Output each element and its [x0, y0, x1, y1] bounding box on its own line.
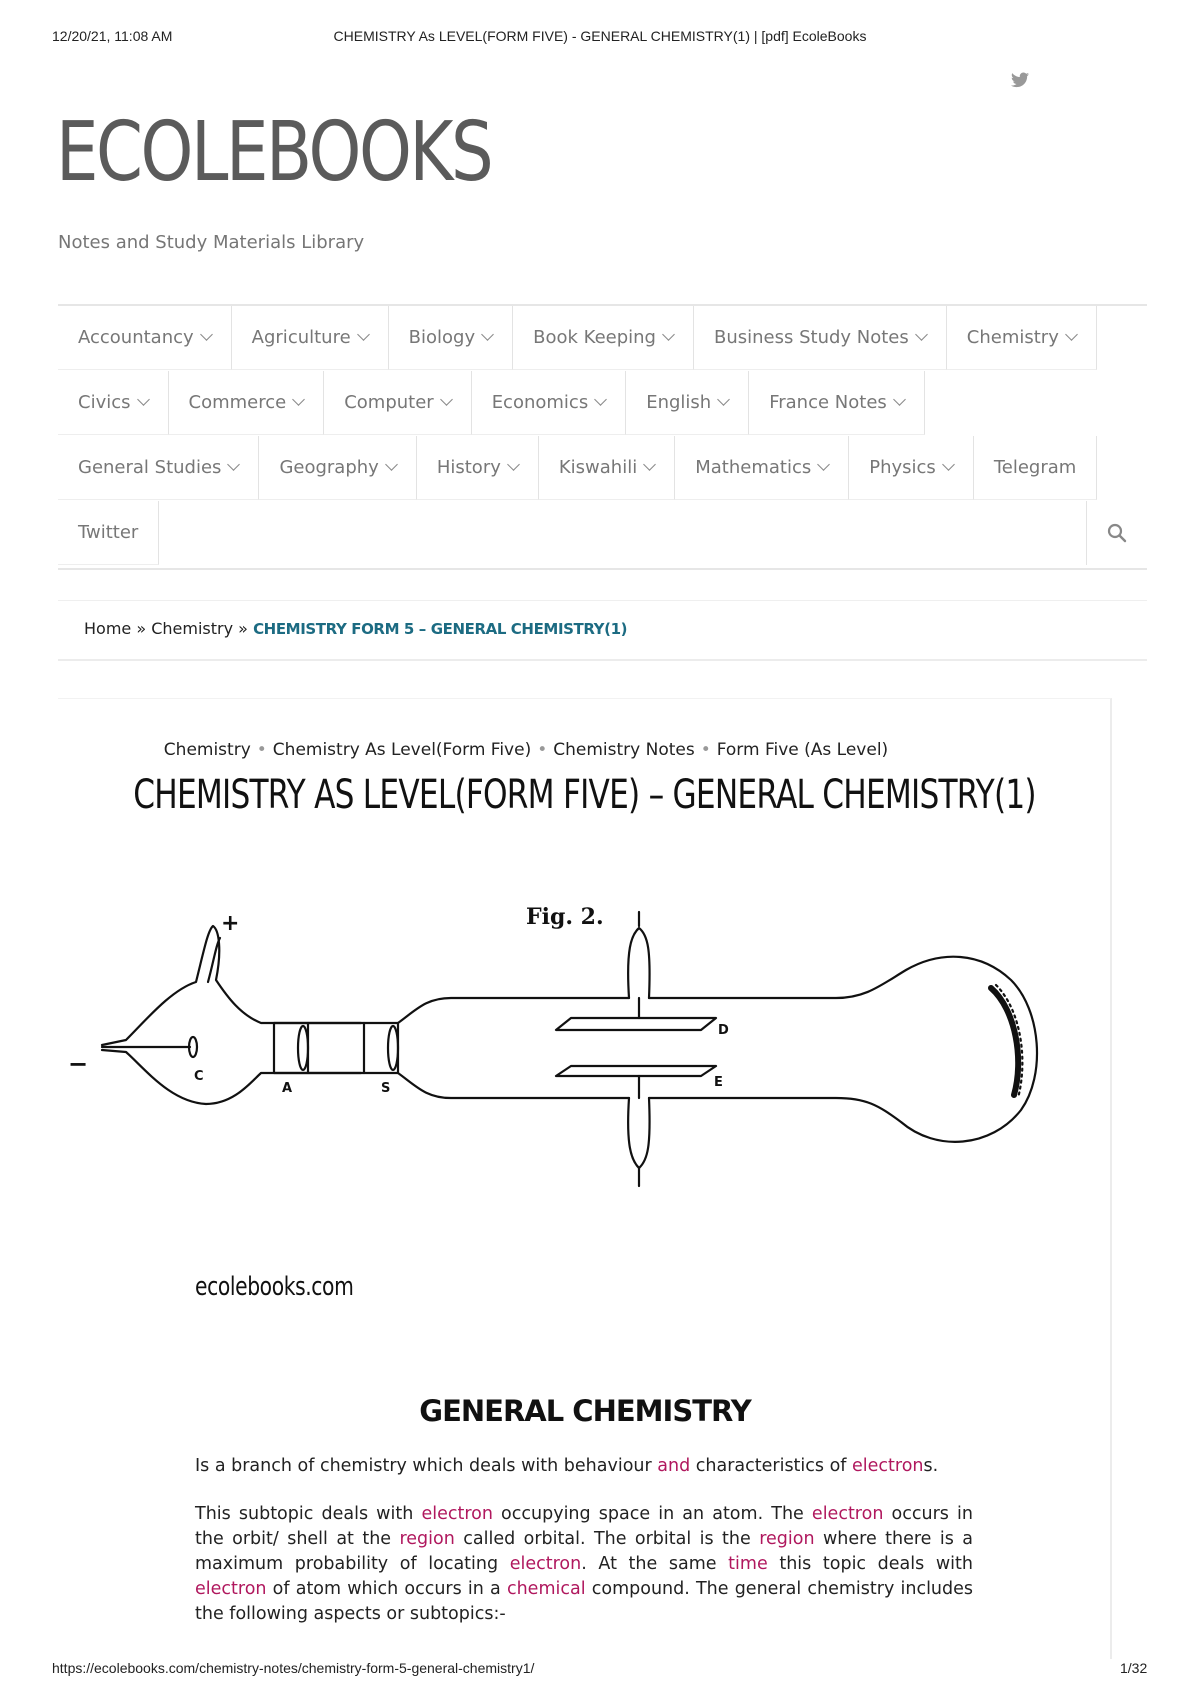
- nav-item-telegram[interactable]: [974, 436, 1097, 500]
- post-title: [0, 772, 1170, 818]
- nav-item-geography[interactable]: [259, 436, 416, 500]
- nav-item-accountancy[interactable]: [58, 306, 232, 370]
- inline-link[interactable]: chemical: [506, 1579, 586, 1599]
- paragraph-subtopic: [195, 1502, 973, 1627]
- print-page-number: 1/32: [1120, 1660, 1148, 1676]
- breadcrumb-current: CHEMISTRY FORM 5 – GENERAL CHEMISTRY(1): [253, 620, 628, 638]
- text-run: of atom which occurs in a: [266, 1579, 507, 1599]
- nav-item-biology[interactable]: [389, 306, 513, 370]
- site-logo[interactable]: ECOLEBOOKS: [56, 105, 492, 200]
- post-title-text: CHEMISTRY AS LEVEL(FORM FIVE) – GENERAL CHEMISTRY(1): [133, 772, 1037, 818]
- nav-item-label: France Notes: [769, 392, 887, 413]
- nav-item-mathematics[interactable]: [675, 436, 849, 500]
- chevron-down-icon: [137, 393, 150, 406]
- inline-link[interactable]: electron: [509, 1554, 582, 1574]
- nav-item-france-notes[interactable]: [749, 371, 925, 435]
- figure-caption: Fig. 2.: [526, 904, 604, 930]
- chevron-down-icon: [357, 328, 370, 341]
- inline-link[interactable]: electron: [421, 1504, 493, 1524]
- watermark-text: ecolebooks.com: [195, 1272, 354, 1302]
- paragraph-definition: [195, 1454, 973, 1479]
- cathode-ray-tube-figure: [66, 890, 1056, 1200]
- search-icon: [1107, 523, 1127, 543]
- nav-item-label: Biology: [408, 327, 476, 348]
- category-separator: •: [700, 740, 711, 760]
- chevron-down-icon: [643, 458, 656, 471]
- figure-label-c: C: [194, 1069, 204, 1084]
- figure-label-minus: −: [68, 1050, 89, 1078]
- nav-item-agriculture[interactable]: [232, 306, 389, 370]
- text-run: occupying space in an atom. The: [492, 1504, 812, 1524]
- nav-item-label: General Studies: [78, 457, 222, 478]
- inline-link[interactable]: region: [399, 1529, 455, 1549]
- nav-item-label: Accountancy: [78, 327, 194, 348]
- nav-item-label: Commerce: [188, 392, 287, 413]
- inline-link[interactable]: electron: [811, 1504, 884, 1524]
- chevron-down-icon: [717, 393, 730, 406]
- nav-item-label: Computer: [344, 392, 434, 413]
- figure-label-e: E: [714, 1075, 723, 1090]
- figure-label-a: A: [282, 1081, 293, 1096]
- inline-link[interactable]: electron: [852, 1456, 924, 1476]
- chevron-down-icon: [817, 458, 830, 471]
- category-link[interactable]: Chemistry Notes: [553, 740, 695, 760]
- breadcrumb-separator: »: [238, 619, 248, 638]
- nav-item-book-keeping[interactable]: [513, 306, 694, 370]
- chevron-down-icon: [1065, 328, 1078, 341]
- breadcrumb-parent[interactable]: Chemistry: [151, 619, 234, 638]
- nav-item-physics[interactable]: [849, 436, 974, 500]
- breadcrumb-home[interactable]: Home: [84, 619, 132, 638]
- breadcrumb-separator: »: [136, 619, 147, 638]
- search-button[interactable]: [1086, 501, 1147, 565]
- nav-item-label: Telegram: [993, 457, 1077, 478]
- text-run: where there is a maximum probability of locating: [195, 1529, 974, 1574]
- nav-item-chemistry[interactable]: [947, 306, 1097, 370]
- nav-row: [58, 501, 159, 565]
- category-link[interactable]: Chemistry: [163, 740, 251, 760]
- nav-item-english[interactable]: [626, 371, 749, 435]
- nav-item-label: Book Keeping: [533, 327, 656, 348]
- nav-item-label: Business Study Notes: [713, 327, 909, 348]
- chevron-down-icon: [481, 328, 494, 341]
- nav-item-history[interactable]: [417, 436, 539, 500]
- text-run: called orbital. The orbital is the: [454, 1529, 760, 1549]
- inline-link[interactable]: time: [728, 1554, 768, 1574]
- nav-item-label: History: [436, 457, 501, 478]
- chevron-down-icon: [915, 328, 928, 341]
- text-run: occurs in the orbit/ shell at the: [195, 1504, 973, 1549]
- nav-item-economics[interactable]: [472, 371, 627, 435]
- chevron-down-icon: [200, 328, 213, 341]
- nav-item-label: Physics: [869, 457, 936, 478]
- figure-label-s: S: [381, 1081, 391, 1096]
- nav-row: [58, 306, 1097, 370]
- chevron-down-icon: [507, 458, 520, 471]
- print-document-title: CHEMISTRY As LEVEL(FORM FIVE) - GENERAL CHEMISTRY(1) | [pdf] EcoleBooks: [333, 28, 867, 44]
- breadcrumb-bar: [58, 600, 1147, 661]
- post-categories: [0, 740, 1052, 760]
- nav-item-label: Geography: [279, 457, 379, 478]
- chevron-down-icon: [893, 393, 906, 406]
- section-heading: GENERAL CHEMISTRY: [419, 1394, 751, 1428]
- text-run: This subtopic deals with: [195, 1504, 422, 1524]
- inline-link[interactable]: region: [759, 1529, 815, 1549]
- category-link[interactable]: Form Five (As Level): [716, 740, 889, 760]
- figure-label-plus: +: [221, 911, 240, 936]
- nav-item-label: Agriculture: [251, 327, 351, 348]
- nav-item-label: English: [646, 392, 712, 413]
- inline-link[interactable]: electron: [195, 1579, 267, 1599]
- text-run: s.: [923, 1456, 939, 1476]
- text-run: compound. The general chemistry includes the following aspects or subtopics:-: [195, 1579, 974, 1624]
- text-run: Is a branch of chemistry which deals with behaviour: [195, 1456, 658, 1476]
- nav-row: [58, 436, 1097, 500]
- nav-item-kiswahili[interactable]: [539, 436, 675, 500]
- figure-label-d: D: [718, 1023, 729, 1038]
- text-run: characteristics of: [690, 1456, 853, 1476]
- category-link[interactable]: Chemistry As Level(Form Five): [272, 740, 532, 760]
- nav-item-civics[interactable]: [58, 371, 169, 435]
- nav-item-general-studies[interactable]: [58, 436, 259, 500]
- nav-item-commerce[interactable]: [169, 371, 325, 435]
- site-tagline: Notes and Study Materials Library: [58, 232, 365, 253]
- nav-item-label: Civics: [78, 392, 131, 413]
- nav-item-twitter[interactable]: [58, 501, 159, 565]
- category-separator: •: [256, 740, 267, 760]
- category-separator: •: [537, 740, 548, 760]
- nav-item-label: Kiswahili: [558, 457, 638, 478]
- chevron-down-icon: [228, 458, 241, 471]
- nav-item-label: Twitter: [78, 522, 139, 543]
- chevron-down-icon: [594, 393, 607, 406]
- chevron-down-icon: [942, 458, 955, 471]
- print-datetime: 12/20/21, 11:08 AM: [52, 28, 173, 44]
- twitter-icon[interactable]: [1011, 72, 1033, 92]
- nav-item-label: Chemistry: [966, 327, 1059, 348]
- nav-item-label: Mathematics: [695, 457, 812, 478]
- chevron-down-icon: [440, 393, 453, 406]
- nav-item-business-study-notes[interactable]: [694, 306, 947, 370]
- main-navigation: [58, 304, 1147, 570]
- text-run: this topic deals with: [767, 1554, 973, 1574]
- text-run: . At the same: [581, 1554, 729, 1574]
- nav-item-label: Economics: [491, 392, 589, 413]
- nav-row: [58, 371, 925, 435]
- inline-link[interactable]: and: [657, 1456, 691, 1476]
- nav-item-computer[interactable]: [324, 371, 471, 435]
- chevron-down-icon: [292, 393, 305, 406]
- chevron-down-icon: [385, 458, 398, 471]
- chevron-down-icon: [662, 328, 675, 341]
- breadcrumb: [84, 619, 627, 638]
- print-url: https://ecolebooks.com/chemistry-notes/chemistry-form-5-general-chemistry1/: [52, 1660, 535, 1676]
